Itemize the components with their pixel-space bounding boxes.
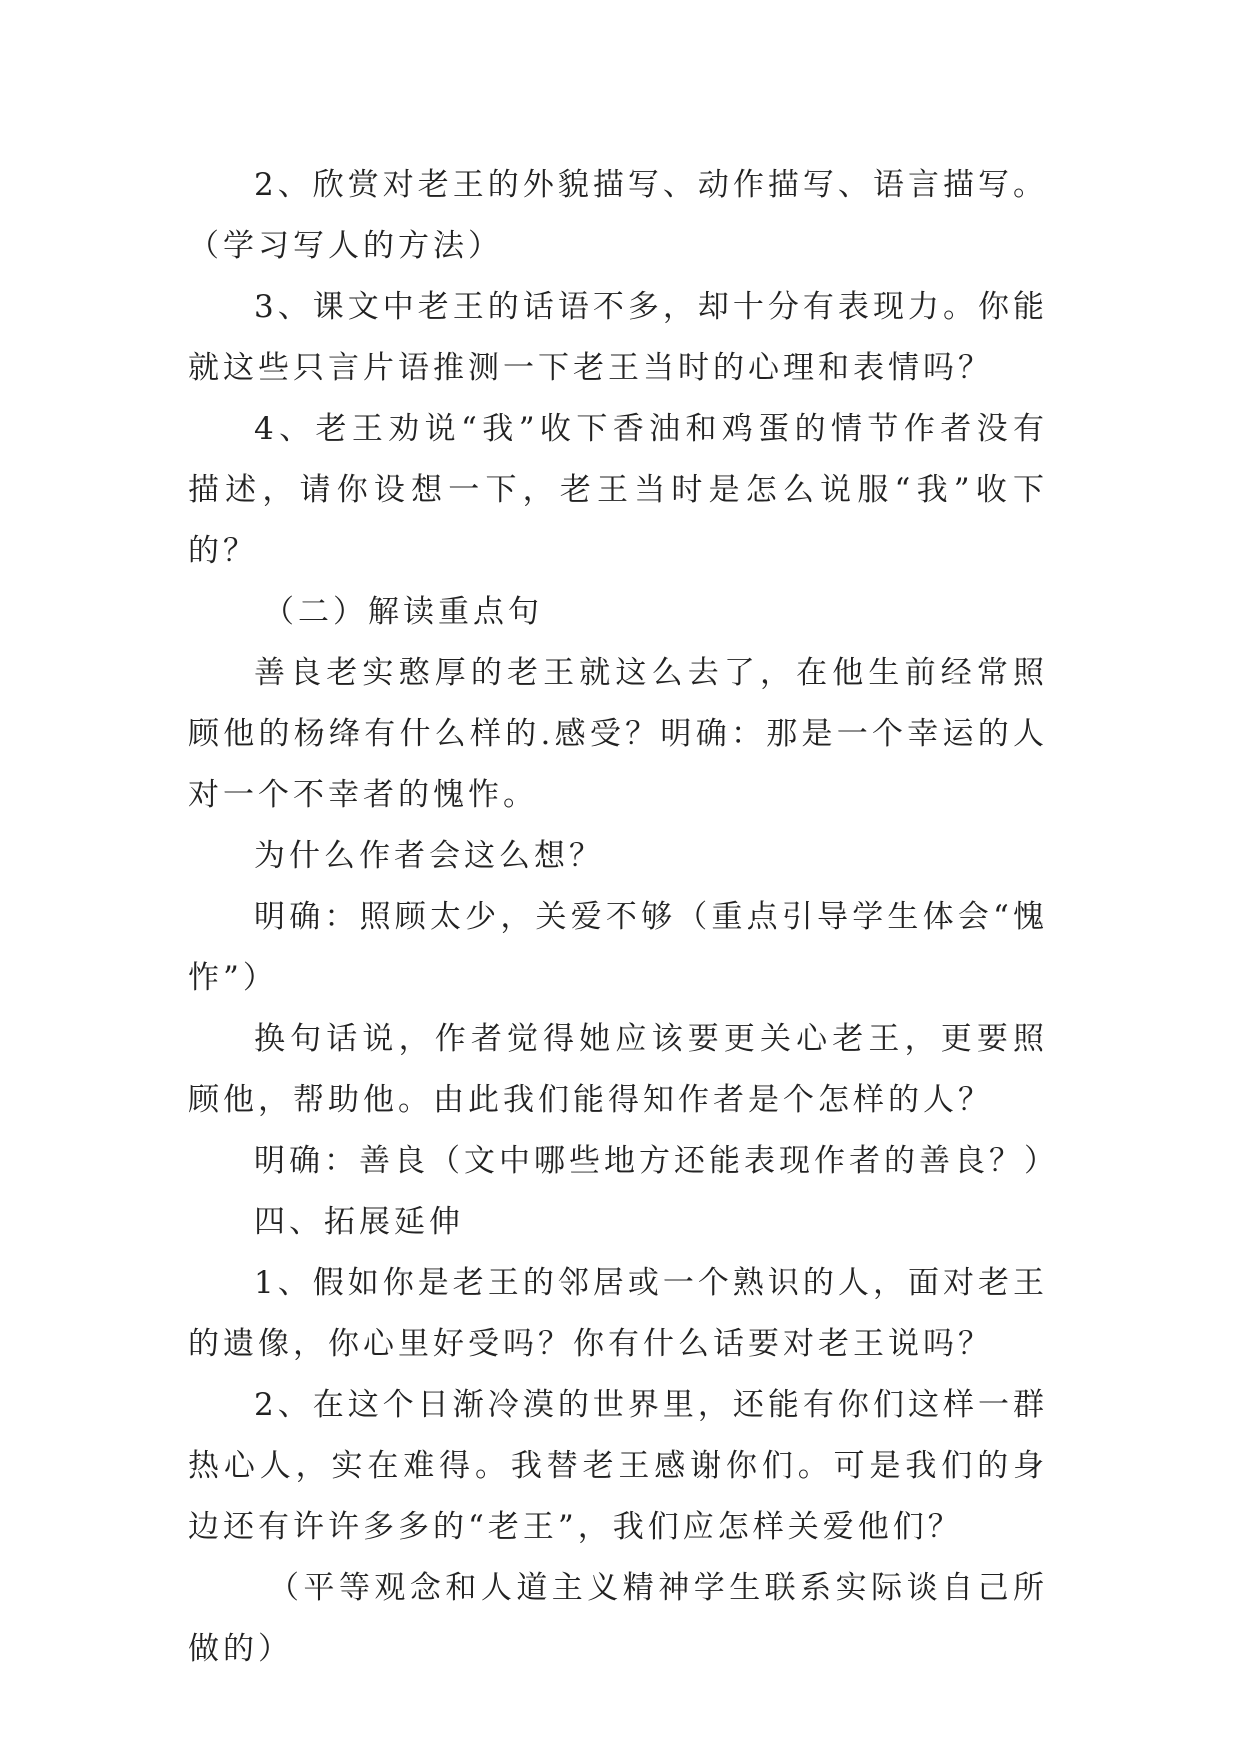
section-heading-extension: 四、拓展延伸 [254, 1204, 464, 1240]
paragraph-answer-care: 明确：照顾太少，关爱不够（重点引导学生体会“愧怍”） [188, 899, 1048, 996]
paragraph-in-other-words: 换句话说，作者觉得她应该要更关心老王，更要照顾他，帮助他。由此我们能得知作者是个怎样的人？ [188, 1021, 1048, 1118]
paragraph-answer-kind: 明确：善良（文中哪些地方还能表现作者的善良？） [254, 1143, 1059, 1179]
paragraph-extension-1: 1、假如你是老王的邻居或一个熟识的人，面对老王的遗像，你心里好受吗？你有什么话要对老王说吗？ [188, 1265, 1048, 1362]
paragraph-note: （平等观念和人道主义精神学生联系实际谈自己所做的） [188, 1570, 1048, 1667]
paragraph-why-question: 为什么作者会这么想？ [254, 838, 604, 874]
paragraph-question-4: 4、老王劝说“我”收下香油和鸡蛋的情节作者没有描述，请你设想一下，老王当时是怎么说服“我”收下的？ [188, 411, 1048, 569]
paragraph-question-2: 2、欣赏对老王的外貌描写、动作描写、语言描写。（学习写人的方法） [188, 167, 1048, 264]
document-body [188, 155, 1059, 1680]
paragraph-extension-2: 2、在这个日渐冷漠的世界里，还能有你们这样一群热心人，实在难得。我替老王感谢你们。可是我们的身边还有许许多多的“老王”，我们应怎样关爱他们？ [188, 1387, 1048, 1545]
section-heading-key-sentence: （二）解读重点句 [263, 594, 543, 630]
paragraph-question-3: 3、课文中老王的话语不多，却十分有表现力。你能就这些只言片语推测一下老王当时的心理和表情吗？ [188, 289, 1048, 386]
paragraph-key-sentence: 善良老实憨厚的老王就这么去了，在他生前经常照顾他的杨绛有什么样的.感受？明确：那是一个幸运的人对一个不幸者的愧怍。 [188, 655, 1048, 813]
